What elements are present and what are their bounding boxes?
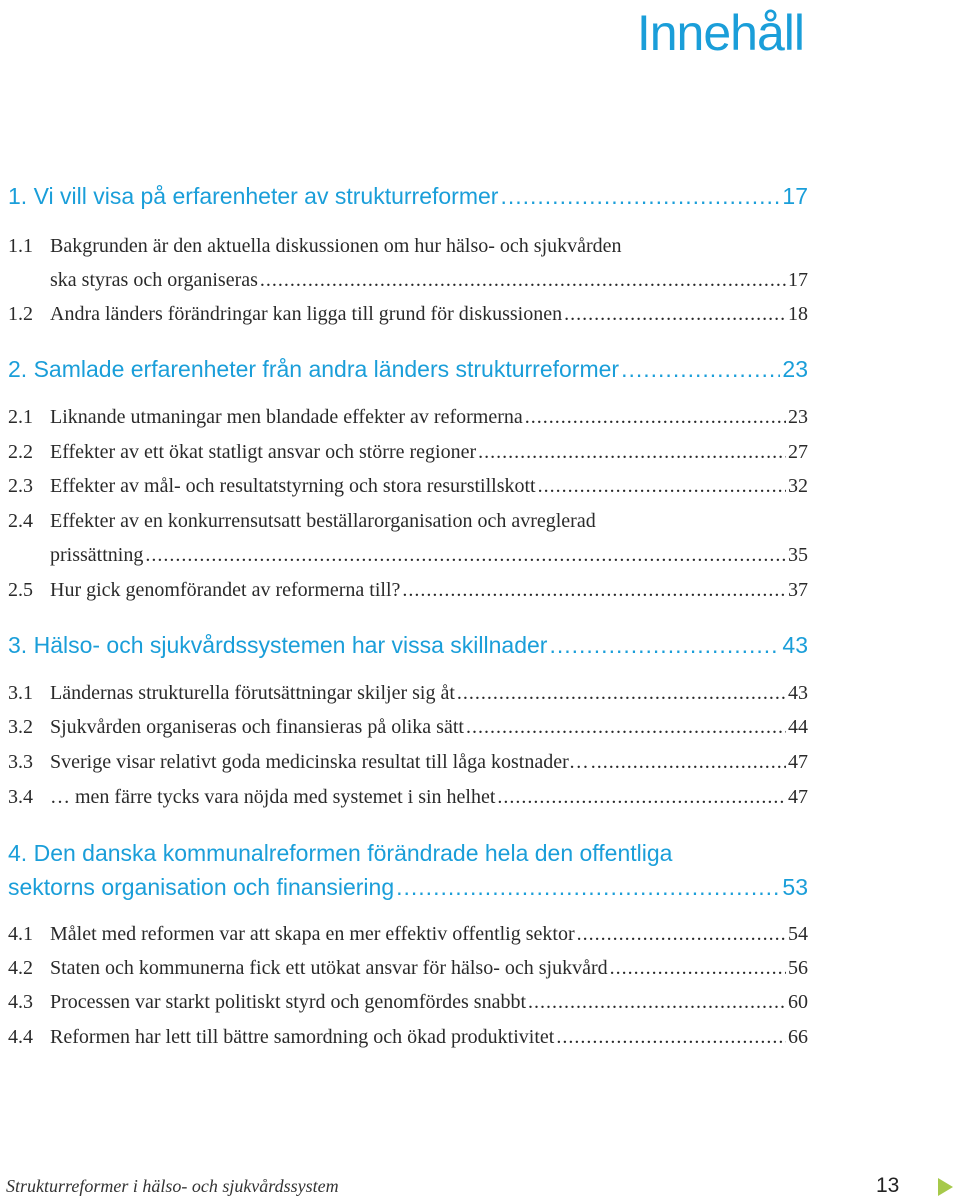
chapter-number: 1. [8, 183, 28, 209]
section-number: 2.3 [8, 475, 33, 497]
toc-chapter-1[interactable] [8, 183, 808, 210]
chapter-number: 4. [8, 840, 28, 866]
toc-section-4-3[interactable] [8, 991, 808, 1014]
section-title: Effekter av ett ökat statligt ansvar och större regioner [50, 441, 477, 463]
footer-publication-title: Strukturreformer i hälso- och sjukvårdssystem [6, 1176, 339, 1196]
toc-section-4-2[interactable] [8, 957, 808, 980]
section-title: Sjukvården organiseras och finansieras på olika sätt [50, 716, 464, 738]
page-number: 35 [788, 544, 808, 566]
section-number: 1.2 [8, 303, 33, 325]
section-number: 2.4 [8, 510, 33, 532]
page-number: 44 [788, 716, 808, 738]
section-number: 2.2 [8, 441, 33, 463]
section-number: 2.1 [8, 406, 33, 428]
section-title: Hur gick genomförandet av reformerna till? [50, 579, 401, 601]
toc-section-3-1[interactable] [8, 682, 808, 705]
toc-chapter-3[interactable] [8, 632, 808, 659]
dot-leader [402, 579, 786, 602]
dot-leader [145, 544, 786, 567]
toc-section-1-2[interactable] [8, 303, 808, 326]
section-title: Effekter av mål- och resultatstyrning och stora resurstillskott [50, 475, 536, 497]
chapter-number: 3. [8, 632, 28, 658]
dot-leader [525, 406, 786, 429]
footer-page-number: 13 [876, 1174, 900, 1197]
section-title: Reformen har lett till bättre samordning och ökad produktivitet [50, 1026, 555, 1048]
toc-section-2-3[interactable] [8, 475, 808, 498]
dot-leader [478, 441, 786, 464]
dot-leader [260, 269, 786, 292]
section-title-continued: prissättning [50, 544, 144, 566]
page-number: 47 [788, 786, 808, 808]
chapter-title: Hälso- och sjukvårdssystemen har vissa skillnader [33, 632, 548, 658]
toc-section-4-4[interactable] [8, 1026, 808, 1049]
dot-leader [556, 1026, 786, 1049]
dot-leader [564, 303, 786, 326]
section-title: Staten och kommunerna fick ett utökat ansvar för hälso- och sjukvård [50, 957, 608, 979]
page-number: 18 [788, 303, 808, 325]
section-title: Effekter av en konkurrensutsatt beställarorganisation och avreglerad [50, 510, 596, 532]
section-number: 3.4 [8, 786, 33, 808]
section-number: 4.1 [8, 923, 33, 945]
section-title-continued: ska styras och organiseras [50, 269, 258, 291]
section-title: Andra länders förändringar kan ligga till grund för diskussionen [50, 303, 563, 325]
page-number: 54 [788, 923, 808, 945]
dot-leader [466, 716, 786, 739]
page-number: 47 [788, 751, 808, 773]
dot-leader [577, 923, 786, 946]
toc-section-2-4-line1[interactable] [8, 510, 596, 533]
chapter-title-continued: sektorns organisation och finansiering [8, 874, 395, 900]
chapter-title: Vi vill visa på erfarenheter av strukturreformer [33, 183, 499, 209]
toc-section-1-1-line1[interactable] [8, 235, 622, 258]
page-number: 17 [788, 269, 808, 291]
page-number: 23 [788, 406, 808, 428]
toc-chapter-4-line1[interactable] [8, 840, 672, 867]
toc-section-3-3[interactable] [8, 751, 808, 774]
section-title: Processen var starkt politiskt styrd och genomfördes snabbt [50, 991, 527, 1013]
section-title: Bakgrunden är den aktuella diskussionen om hur hälso- och sjukvården [50, 235, 622, 257]
section-title: Ländernas strukturella förutsättningar skiljer sig åt [50, 682, 455, 704]
section-title: Målet med reformen var att skapa en mer effektiv offentlig sektor [50, 923, 575, 945]
dot-leader [457, 682, 786, 705]
dot-leader [610, 957, 786, 980]
chapter-title: Samlade erfarenheter från andra länders strukturreformer [33, 356, 620, 382]
section-title: … men färre tycks vara nöjda med systemet i sin helhet [50, 786, 496, 808]
dot-leader [621, 356, 780, 383]
page-number: 37 [788, 579, 808, 601]
section-number: 3.2 [8, 716, 33, 738]
dot-leader [549, 632, 780, 659]
section-number: 3.1 [8, 682, 33, 704]
play-arrow-icon[interactable] [938, 1178, 953, 1196]
section-number: 2.5 [8, 579, 33, 601]
toc-section-2-4[interactable] [8, 544, 808, 567]
dot-leader [528, 991, 786, 1014]
section-number: 1.1 [8, 235, 33, 257]
section-number: 4.4 [8, 1026, 33, 1048]
page-number: 53 [782, 874, 808, 900]
toc-section-1-1[interactable] [8, 269, 808, 292]
chapter-number: 2. [8, 356, 28, 382]
chapter-title: Den danska kommunalreformen förändrade hela den offentliga [33, 840, 673, 866]
toc-section-2-2[interactable] [8, 441, 808, 464]
dot-leader [591, 751, 786, 774]
page-title: Innehåll [636, 5, 804, 61]
page-number: 23 [782, 356, 808, 382]
dot-leader [538, 475, 786, 498]
toc-section-3-2[interactable] [8, 716, 808, 739]
dot-leader [396, 874, 780, 901]
section-number: 4.2 [8, 957, 33, 979]
page-number: 32 [788, 475, 808, 497]
toc-section-2-5[interactable] [8, 579, 808, 602]
section-title: Liknande utmaningar men blandade effekter av reformerna [50, 406, 523, 428]
toc-chapter-2[interactable] [8, 356, 808, 383]
dot-leader [500, 183, 780, 210]
toc-section-2-1[interactable] [8, 406, 808, 429]
page-number: 56 [788, 957, 808, 979]
page-number: 27 [788, 441, 808, 463]
page-number: 17 [782, 183, 808, 209]
page-number: 43 [788, 682, 808, 704]
page-number: 43 [782, 632, 808, 658]
toc-section-3-4[interactable] [8, 786, 808, 809]
section-title: Sverige visar relativt goda medicinska resultat till låga kostnader… [50, 751, 589, 773]
toc-section-4-1[interactable] [8, 923, 808, 946]
section-number: 3.3 [8, 751, 33, 773]
section-number: 4.3 [8, 991, 33, 1013]
toc-chapter-4[interactable] [8, 874, 808, 901]
page-number: 60 [788, 991, 808, 1013]
dot-leader [497, 786, 786, 809]
page-number: 66 [788, 1026, 808, 1048]
